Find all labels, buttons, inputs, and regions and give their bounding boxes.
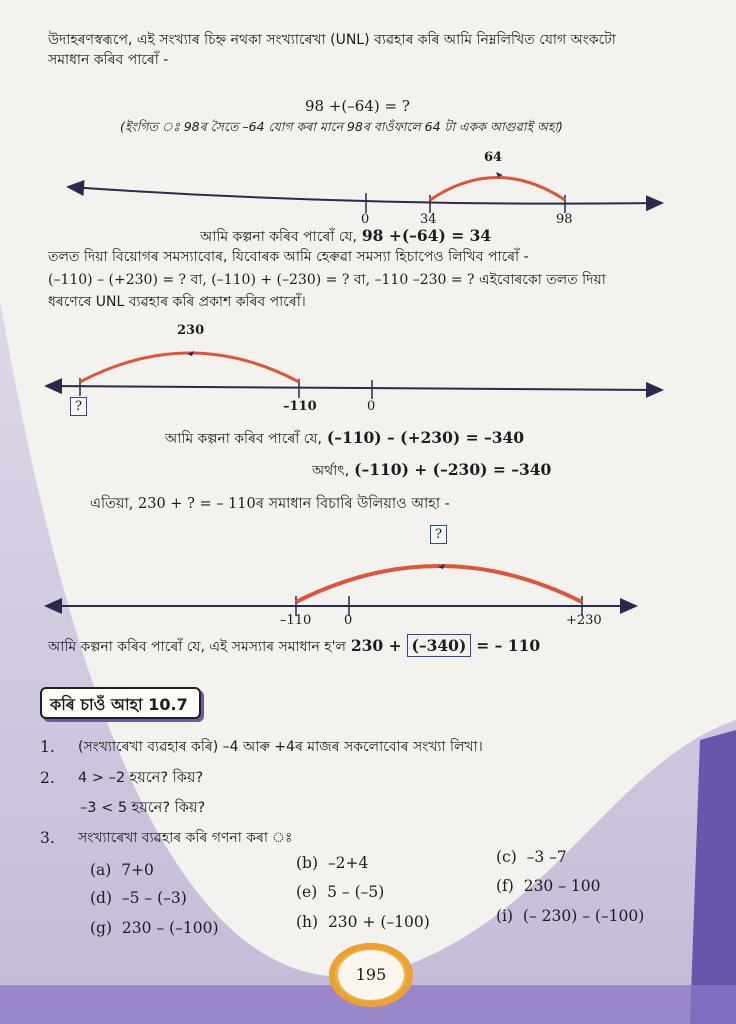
para2-line-3: ধৰণেৰে UNL ব্যৱহাৰ কৰি প্ৰকাশ কৰিব পাৰোঁ। [48,294,306,310]
jump-arc-3 [296,566,582,602]
q1-text: (সংখ্যাৰেখা ব্যৱহাৰ কৰি) –4 আৰু +4ৰ মাজৰ সকলোবোৰ সংখ্যা লিখা। [78,739,483,755]
intro-equation: 98 +(–64) = ? [305,97,410,115]
label-0: 0 [361,212,370,227]
label-0-b: 0 [367,399,376,414]
item-c: (c) –3 –7 [496,848,567,866]
result-3: আমি কল্পনা কৰিব পাৰোঁ যে, এই সমস্যাৰ সমাধান হ'ল 230 + (–340) = – 110 [48,636,541,655]
item-f: (f) 230 – 100 [496,877,601,895]
q2a-text: 4 > –2 হয়নে? কিয়? [78,770,204,786]
q1-number: 1. [40,738,55,756]
number-line-3 [0,540,736,630]
result-1: আমি কল্পনা কৰিব পাৰোঁ যে, 98 +(–64) = 34 [200,226,492,245]
item-e: (e) 5 – (–5) [296,883,385,901]
label-230: +230 [566,613,602,628]
answer-box: (–340) [407,634,472,657]
item-b: (b) –2+4 [296,854,369,872]
label-98: 98 [556,212,573,227]
label-minus110: –110 [283,399,317,414]
q2-number: 2. [40,769,55,787]
label-minus110-c: –110 [280,613,312,628]
unknown-box-1: ? [70,397,87,416]
exercise-title: কৰি চাওঁ আহা 10.7 [50,695,188,714]
item-h: (h) 230 + (–100) [296,913,430,931]
para3: এতিয়া, 230 + ? = – 110ৰ সমাধান বিচাৰি উলিয়াও আহা - [90,496,450,512]
para2-line-1: তলত দিয়া বিয়োগৰ সমস্যাবোৰ, যিবোৰক আমি হেৰুৱা সমস্যা হিচাপেও লিখিব পাৰোঁ - [48,249,529,265]
result-2b: অৰ্থাৎ, (–110) + (–230) = –340 [312,460,552,479]
intro-line-2: সমাধান কৰিব পাৰোঁ - [48,52,169,68]
result-2: আমি কল্পনা কৰিব পাৰোঁ যে, (–110) – (+230) = –340 [165,428,525,447]
jump-label-2: 230 [177,323,205,338]
jump-arc-1 [430,178,565,201]
para2-line-2: (–110) – (+230) = ? বা, (–110) + (–230) = ? বা, –110 –230 = ? এইবোৰকো তলত দিয়া [48,272,606,288]
page-number: 195 [338,950,404,1000]
label-34: 34 [420,212,437,227]
item-i: (i) (– 230) – (–100) [496,907,645,925]
intro-hint: (ইংগিত ঃ 98ৰ সৈতে –64 যোগ কৰা মানে 98ৰ বাওঁফালে 64 টা একক আগুৱাই অহা) [120,119,563,134]
unknown-box-2: ? [430,525,447,544]
number-line-1 [0,145,736,235]
axis-line-2 [48,386,662,390]
q3-number: 3. [40,829,55,847]
item-g: (g) 230 – (–100) [90,919,219,937]
jump-label-1: 64 [484,150,503,165]
jump-arc-2 [80,353,299,382]
page-number-badge [329,943,413,1007]
item-d: (d) –5 – (–3) [90,889,187,907]
intro-line-1: উদাহৰণস্বৰূপে, এই সংখ্যাৰ চিহ্ন নথকা সংখ্যাৰেখা (UNL) ব্যৱহাৰ কৰি আমি নিম্নলিখিত যোগ অংকটো [48,32,616,48]
q2b-text: –3 < 5 হয়নে? কিয়? [80,800,206,816]
exercise-header-box [40,687,201,719]
label-0-c: 0 [344,613,353,628]
q3-text: সংখ্যাৰেখা ব্যৱহাৰ কৰি গণনা কৰা ঃ [78,830,293,846]
item-a: (a) 7+0 [90,861,154,879]
number-line-2 [0,320,736,414]
